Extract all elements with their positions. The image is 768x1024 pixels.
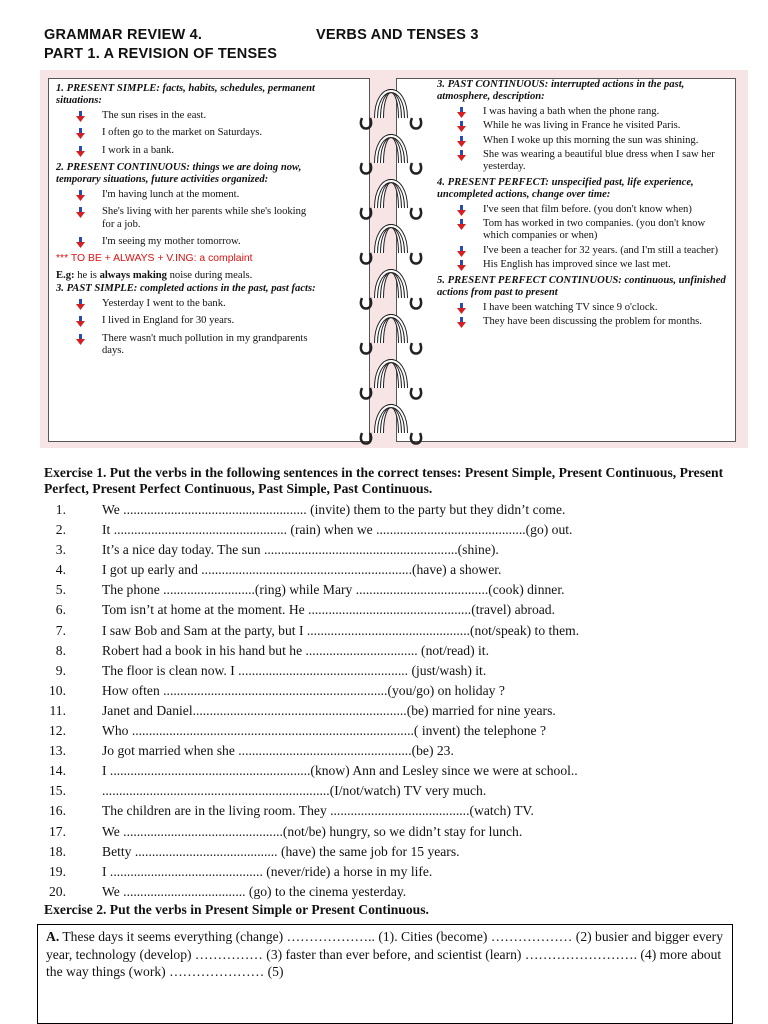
example-item — [457, 259, 727, 271]
down-arrow-icon — [457, 246, 466, 257]
example-item — [457, 204, 727, 216]
exercise-item — [44, 621, 744, 641]
item-number: 13. — [49, 743, 66, 759]
item-sentence: Robert had a book in his hand but he ................................. (not/read) it. — [102, 642, 489, 658]
section-heading: 4. PRESENT PERFECT: unspecified past, life experience, uncompleted actions, change over time: — [437, 176, 694, 201]
doc-title: GRAMMAR REVIEW 4. — [44, 27, 203, 43]
example-item — [76, 206, 316, 231]
exercise-item — [44, 560, 744, 580]
item-sentence: Janet and Daniel...............................................................(be) married for nine years. — [102, 702, 556, 718]
down-arrow-icon — [457, 219, 466, 230]
exercise-item — [44, 681, 744, 701]
exercise-item — [44, 801, 744, 821]
exercise-item — [44, 520, 744, 540]
item-sentence: Betty .......................................... (have) the same job for 15 years. — [102, 843, 460, 859]
item-number: 10. — [49, 682, 66, 698]
exercise2-label: A. — [46, 929, 60, 944]
example-list — [437, 106, 727, 174]
example-list — [56, 298, 316, 358]
item-number: 9. — [55, 662, 66, 678]
example-item — [76, 110, 316, 122]
example-item — [76, 333, 316, 358]
section-heading: 2. PRESENT CONTINUOUS: things we are doing now, temporary situations, future activities organized: — [56, 162, 302, 186]
example-text: They have been discussing the problem for months. — [483, 315, 702, 327]
exercise-item — [44, 600, 744, 620]
exercise-item — [44, 741, 744, 761]
example-item — [457, 149, 727, 174]
exercise-item — [44, 781, 744, 801]
exercise-item — [44, 842, 744, 862]
item-number: 17. — [49, 823, 66, 839]
down-arrow-icon — [76, 111, 85, 122]
notebook-right-text — [437, 79, 727, 331]
item-sentence: I ...........................................................(know) Ann and Lesley since we were at school.. — [102, 763, 578, 779]
exercise-item — [44, 580, 744, 600]
item-sentence: The floor is clean now. I .................................................. (just/wash) it. — [102, 662, 487, 678]
item-sentence: Tom isn’t at home at the moment. He ................................................(travel) abroad. — [102, 602, 555, 618]
item-sentence: ...................................................................(I/not/watch) TV very much. — [102, 783, 487, 799]
example-text: I often go to the market on Saturdays. — [102, 127, 263, 139]
item-number: 16. — [49, 803, 66, 819]
exercise-item — [44, 822, 744, 842]
notebook-left-text — [56, 83, 316, 362]
example-item — [457, 245, 727, 257]
example-text: I'm having lunch at the moment. — [102, 188, 240, 200]
exercise-item — [44, 721, 744, 741]
example-list — [437, 204, 727, 272]
exercise2-text: These days it seems everything (change) ……………….. (1). Cities (become) ……………… (2) busier and bigger every year, technology (develop) …………… (3) faster than ever before, and scientist (learn) ……………………. (4) more about the way things (work) ………………… (5) — [46, 929, 724, 979]
down-arrow-icon — [76, 128, 85, 139]
item-number: 12. — [49, 723, 66, 739]
item-sentence: It ................................................... (rain) when we ............................................(go) out. — [102, 522, 573, 538]
item-number: 1. — [55, 502, 66, 517]
exercise2-box — [37, 924, 733, 1024]
example-text: I lived in England for 30 years. — [102, 315, 235, 327]
example-text: I've been a teacher for 32 years. (and I'm still a teacher) — [483, 244, 718, 256]
down-arrow-icon — [76, 237, 85, 248]
down-arrow-icon — [76, 299, 85, 310]
item-number: 11. — [49, 702, 66, 718]
exercise-item — [44, 500, 744, 520]
example-text: I have been watching TV since 9 o'clock. — [483, 301, 658, 313]
example-item — [76, 315, 316, 327]
example-item — [457, 120, 727, 132]
example-text: His English has improved since we last met. — [483, 259, 671, 271]
part-heading: PART 1. A REVISION OF TENSES — [44, 46, 278, 62]
section-heading: 3. PAST CONTINUOUS: interrupted actions in the past, atmosphere, description: — [437, 79, 685, 103]
example-item — [76, 145, 316, 157]
down-arrow-icon — [76, 334, 85, 345]
exercise-item — [44, 701, 744, 721]
section-heading: 5. PRESENT PERFECT CONTINUOUS: continuous, unfinished actions from past to present — [437, 274, 726, 299]
down-arrow-icon — [76, 316, 85, 327]
example-text: I'm seeing my mother tomorrow. — [102, 236, 241, 248]
down-arrow-icon — [457, 150, 466, 161]
down-arrow-icon — [457, 303, 466, 314]
item-number: 5. — [55, 582, 66, 598]
item-sentence: The children are in the living room. They .........................................(watch) TV. — [102, 803, 534, 819]
exercise1-list — [44, 500, 744, 902]
item-number: 4. — [55, 562, 66, 578]
exercise-item — [44, 661, 744, 681]
doc-subtitle: VERBS AND TENSES 3 — [316, 27, 479, 43]
example-item — [76, 236, 316, 248]
complaint-example: E.g: he is always making noise during meals. — [56, 269, 253, 281]
example-text: While he was living in France he visited Paris. — [483, 120, 681, 132]
down-arrow-icon — [76, 146, 85, 157]
example-list — [437, 302, 727, 329]
example-item — [76, 189, 316, 201]
example-text: There wasn't much pollution in my grandparents days. — [102, 332, 308, 356]
down-arrow-icon — [76, 190, 85, 201]
example-text: The sun rises in the east. — [102, 109, 207, 121]
example-text: She was wearing a beautiful blue dress when I saw her yesterday. — [483, 149, 715, 173]
item-number: 19. — [49, 863, 66, 879]
section-heading: 3. PAST SIMPLE: completed actions in the past, past facts: — [56, 283, 316, 295]
item-sentence: Jo got married when she ...................................................(be) 23. — [102, 743, 454, 759]
exercise-item — [44, 862, 744, 882]
example-item — [76, 298, 316, 310]
item-sentence: How often ..................................................................(you/go) on holiday ? — [102, 682, 505, 698]
example-item — [457, 218, 727, 243]
example-item — [457, 135, 727, 147]
complaint-note: *** TO BE + ALWAYS + V.ING: a complaint — [56, 253, 253, 265]
item-sentence: I got up early and ..............................................................(have) a shower. — [102, 562, 502, 578]
example-text: She's living with her parents while she's looking for a job. — [102, 206, 307, 230]
item-number: 20. — [49, 883, 66, 899]
example-list — [56, 189, 316, 249]
exercise-item — [44, 882, 744, 902]
example-text: When I woke up this morning the sun was shining. — [483, 134, 699, 146]
exercise1-title: Exercise 1. Put the verbs in the following sentences in the correct tenses: Present Simple, Present Continuous, Present Perfect, Present Perfect Continuous, Past Simple, Past Continuous. — [44, 465, 724, 496]
item-sentence: Who ...................................................................................( invent) the telephone ? — [102, 723, 547, 739]
example-item — [76, 127, 316, 139]
exercise-item — [44, 641, 744, 661]
down-arrow-icon — [76, 207, 85, 218]
example-item — [457, 316, 727, 328]
item-sentence: I ............................................. (never/ride) a horse in my life. — [102, 863, 433, 879]
item-sentence: We ...............................................(not/be) hungry, so we didn’t stay for lunch. — [102, 823, 523, 839]
exercise-item — [44, 761, 744, 781]
down-arrow-icon — [457, 121, 466, 132]
item-number: 3. — [55, 542, 66, 558]
down-arrow-icon — [457, 107, 466, 118]
example-item — [457, 302, 727, 314]
example-text: Tom has worked in two companies. (you don't know which companies or when) — [483, 218, 706, 242]
item-sentence: We ...................................................... (invite) them to the party but they didn’t come. — [102, 502, 566, 517]
example-item — [457, 106, 727, 118]
item-sentence: I saw Bob and Sam at the party, but I ................................................(not/speak) to them. — [102, 622, 580, 638]
example-text: I've seen that film before. (you don't know when) — [483, 203, 692, 215]
down-arrow-icon — [457, 260, 466, 271]
section-heading: 1. PRESENT SIMPLE: facts, habits, schedules, permanent situations: — [56, 83, 315, 107]
item-number: 7. — [55, 622, 66, 638]
item-number: 14. — [49, 763, 66, 779]
item-number: 15. — [49, 783, 66, 799]
item-number: 18. — [49, 843, 66, 859]
item-number: 6. — [55, 602, 66, 618]
exercise-item — [44, 540, 744, 560]
item-number: 8. — [55, 642, 66, 658]
example-text: I was having a bath when the phone rang. — [483, 105, 660, 117]
example-text: Yesterday I went to the bank. — [102, 297, 226, 309]
item-sentence: We .................................... (go) to the cinema yesterday. — [102, 883, 407, 899]
example-list — [56, 110, 316, 157]
item-sentence: It’s a nice day today. The sun .........................................................(shine). — [102, 542, 499, 558]
down-arrow-icon — [457, 136, 466, 147]
item-number: 2. — [55, 522, 66, 538]
down-arrow-icon — [457, 317, 466, 328]
example-text: I work in a bank. — [102, 144, 175, 156]
down-arrow-icon — [457, 205, 466, 216]
exercise2-title: Exercise 2. Put the verbs in Present Simple or Present Continuous. — [44, 902, 429, 917]
item-sentence: The phone ...........................(ring) while Mary .......................................(cook) dinner. — [102, 582, 565, 598]
